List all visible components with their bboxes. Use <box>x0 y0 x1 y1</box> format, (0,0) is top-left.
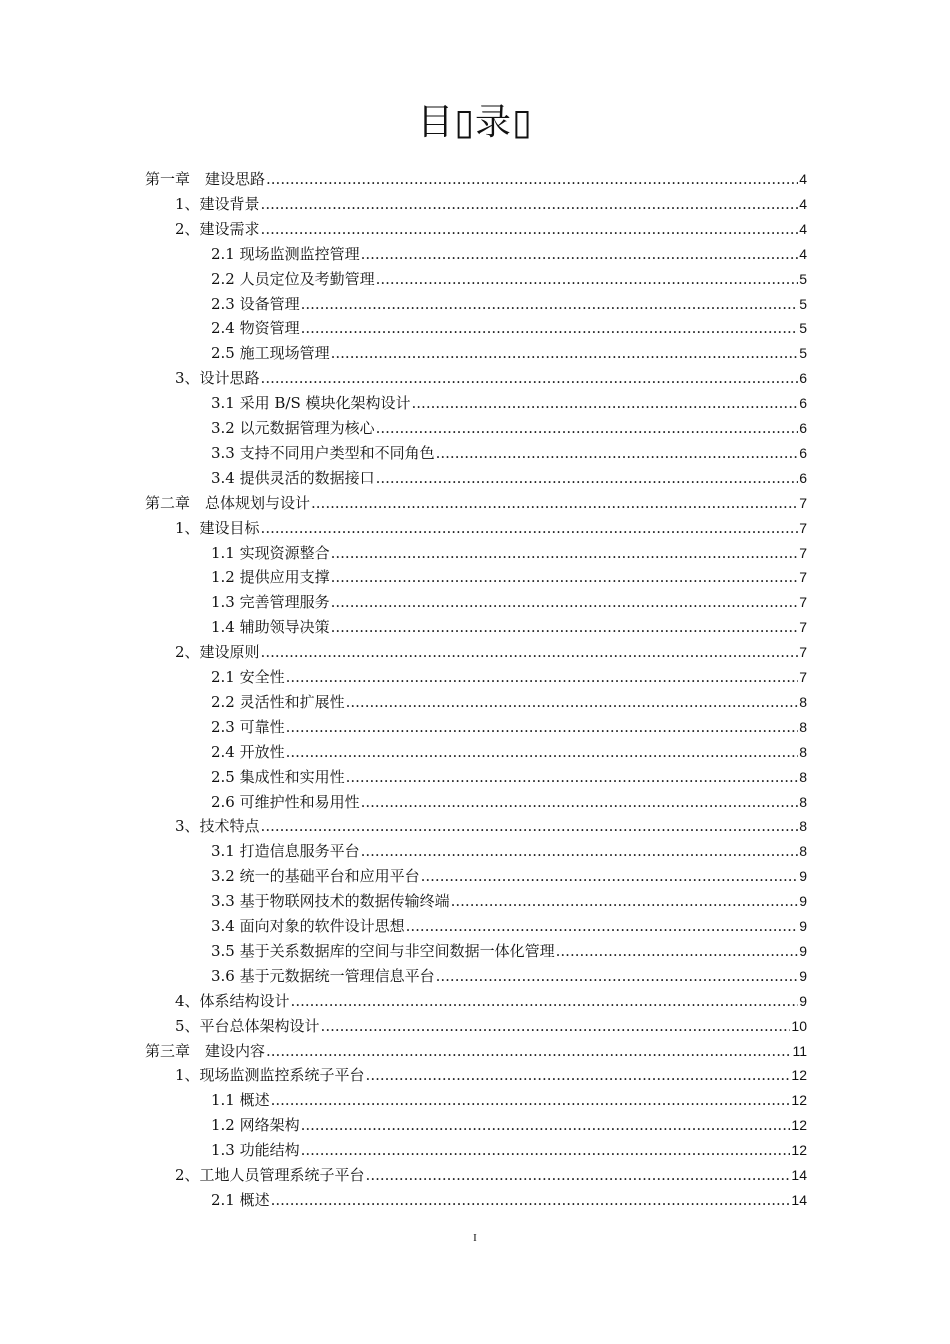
toc-entry[interactable] <box>211 441 807 463</box>
toc-entry-label: 1.1 概述 <box>211 1091 270 1110</box>
toc-entry-page-number: 7 <box>799 669 807 685</box>
toc-entry[interactable] <box>175 1014 807 1036</box>
toc-entry-label: 2.3 设备管理 <box>211 294 300 313</box>
toc-dot-leader <box>376 269 799 289</box>
toc-entry-page-number: 9 <box>799 918 807 934</box>
toc-entry-page-number: 9 <box>799 868 807 885</box>
toc-entry-label: 2、建设需求 <box>175 219 260 238</box>
toc-entry[interactable] <box>211 914 807 936</box>
toc-entry-page-number: 4 <box>799 171 807 187</box>
toc-dot-leader <box>361 792 799 812</box>
toc-entry-page-number: 4 <box>799 195 807 212</box>
toc-entry-page-number: 12 <box>791 1142 807 1159</box>
toc-dot-leader <box>301 294 799 314</box>
toc-dot-leader <box>366 1065 791 1085</box>
toc-dot-leader <box>261 368 799 388</box>
toc-dot-leader <box>286 667 799 687</box>
toc-entry-label: 2.1 安全性 <box>211 668 285 686</box>
toc-dot-leader <box>261 194 799 214</box>
toc-dot-leader <box>261 518 799 538</box>
toc-entry-page-number: 5 <box>799 320 807 337</box>
toc-entry-page-number: 14 <box>791 1191 807 1208</box>
toc-dot-leader <box>266 1041 791 1061</box>
toc-dot-leader <box>271 1090 791 1110</box>
toc-entry[interactable] <box>211 242 807 264</box>
toc-entry-page-number: 7 <box>799 594 807 611</box>
toc-entry-label: 1、建设目标 <box>175 518 260 537</box>
toc-entry[interactable] <box>211 939 807 961</box>
toc-dot-leader <box>286 717 799 737</box>
toc-entry[interactable] <box>211 889 807 911</box>
toc-entry[interactable] <box>211 466 807 488</box>
toc-entry[interactable] <box>211 665 807 687</box>
toc-entry[interactable] <box>211 615 807 637</box>
toc-entry-page-number: 5 <box>799 345 807 362</box>
toc-entry-page-number: 10 <box>791 1017 807 1034</box>
toc-entry-label: 2.5 施工现场管理 <box>211 344 330 363</box>
toc-entry[interactable] <box>145 1039 807 1061</box>
toc-entry[interactable] <box>211 391 807 413</box>
toc-entry-page-number: 8 <box>799 768 807 785</box>
toc-entry[interactable] <box>211 790 807 812</box>
toc-entry[interactable] <box>211 541 807 563</box>
toc-entry-page-number: 7 <box>799 519 807 536</box>
toc-entry[interactable] <box>211 1188 807 1210</box>
toc-dot-leader <box>271 1190 791 1210</box>
toc-entry[interactable] <box>211 864 807 886</box>
toc-entry[interactable] <box>211 740 807 762</box>
toc-entry[interactable] <box>175 1063 807 1085</box>
toc-dot-leader <box>421 866 799 886</box>
toc-dot-leader <box>436 443 799 463</box>
toc-entry-label: 3.2 以元数据管理为核心 <box>211 419 375 437</box>
toc-entry-label: 3、设计思路 <box>175 369 260 388</box>
toc-dot-leader <box>331 543 799 563</box>
toc-entry[interactable] <box>211 565 807 587</box>
toc-entry[interactable] <box>211 839 807 861</box>
toc-entry-label: 1.4 辅助领导决策 <box>211 618 330 637</box>
toc-entry[interactable] <box>211 1138 807 1160</box>
toc-dot-leader <box>556 941 799 961</box>
toc-dot-leader <box>406 916 799 936</box>
toc-entry-page-number: 8 <box>799 693 807 710</box>
toc-entry-label: 第三章 建设内容 <box>145 1041 266 1060</box>
toc-entry-label: 3.5 基于关系数据库的空间与非空间数据一体化管理 <box>211 941 555 960</box>
toc-entry[interactable] <box>211 416 807 438</box>
toc-entry-page-number: 7 <box>799 644 807 661</box>
toc-entry-label: 第二章 总体规划与设计 <box>145 493 311 512</box>
toc-dot-leader <box>376 468 799 488</box>
toc-entry-page-number: 6 <box>799 420 807 436</box>
toc-entry-page-number: 12 <box>791 1117 807 1134</box>
toc-dot-leader <box>286 742 799 762</box>
toc-dot-leader <box>361 244 799 264</box>
toc-dot-leader <box>331 592 799 612</box>
toc-entry-page-number: 6 <box>799 370 807 387</box>
toc-entry[interactable] <box>175 814 807 836</box>
toc-entry[interactable] <box>211 690 807 712</box>
toc-entry-label: 2.6 可维护性和易用性 <box>211 792 360 811</box>
toc-entry-page-number: 12 <box>791 1092 807 1109</box>
toc-entry-page-number: 6 <box>799 444 807 461</box>
toc-entry-page-number: 7 <box>799 569 807 586</box>
toc-entry[interactable] <box>175 192 807 214</box>
toc-entry[interactable] <box>175 640 807 662</box>
toc-entry-label: 3.6 基于元数据统一管理信息平台 <box>211 966 435 985</box>
toc-entry[interactable] <box>211 292 807 314</box>
page-title: 目▯录▯ <box>417 102 533 143</box>
toc-entry-label: 4、体系结构设计 <box>175 991 290 1010</box>
toc-entry-label: 5、平台总体架构设计 <box>175 1016 320 1035</box>
toc-entry-page-number: 8 <box>799 743 807 760</box>
toc-dot-leader <box>436 966 799 986</box>
toc-entry-page-number: 9 <box>799 992 807 1009</box>
toc-dot-leader <box>366 1165 791 1185</box>
toc-entry[interactable] <box>175 989 807 1011</box>
toc-entry-label: 1.3 功能结构 <box>211 1141 300 1160</box>
toc-entry-label: 1、现场监测监控系统子平台 <box>175 1066 365 1085</box>
toc-entry-label: 1、建设背景 <box>175 194 260 213</box>
toc-entry-page-number: 12 <box>791 1067 807 1084</box>
toc-entry-label: 3.1 打造信息服务平台 <box>211 842 360 861</box>
toc-entry-page-number: 7 <box>799 619 807 636</box>
toc-entry[interactable] <box>175 1163 807 1185</box>
toc-entry-page-number: 7 <box>799 494 807 511</box>
toc-entry[interactable] <box>211 715 807 737</box>
toc-entry[interactable] <box>211 316 807 338</box>
toc-dot-leader <box>301 318 799 338</box>
toc-entry-page-number: 11 <box>792 1042 807 1059</box>
toc-entry[interactable] <box>145 167 807 189</box>
toc-entry-label: 2、工地人员管理系统子平台 <box>175 1166 365 1184</box>
toc-entry[interactable] <box>145 491 807 513</box>
toc-entry[interactable] <box>211 765 807 787</box>
toc-entry-label: 1.1 实现资源整合 <box>211 543 330 562</box>
toc-entry-page-number: 6 <box>799 469 807 486</box>
toc-entry-page-number: 8 <box>799 843 807 860</box>
toc-dot-leader <box>261 816 799 836</box>
toc-entry-label: 2.5 集成性和实用性 <box>211 767 345 786</box>
toc-entry-page-number: 6 <box>799 395 807 412</box>
toc-entry-label: 2.4 物资管理 <box>211 319 300 338</box>
toc-entry[interactable] <box>175 516 807 538</box>
toc-dot-leader <box>346 767 799 787</box>
toc-entry-label: 3.4 面向对象的软件设计思想 <box>211 917 405 935</box>
toc-dot-leader <box>311 493 798 513</box>
toc-entry-label: 2.3 可靠性 <box>211 717 285 736</box>
toc-entry-page-number: 8 <box>799 793 807 810</box>
toc-entry[interactable] <box>211 341 807 363</box>
toc-dot-leader <box>331 567 799 587</box>
toc-entry-label: 2.1 现场监测监控管理 <box>211 244 360 263</box>
toc-entry[interactable] <box>175 366 807 388</box>
toc-entry-label: 3.1 采用 B/S 模块化架构设计 <box>211 394 411 413</box>
toc-entry-label: 3.2 统一的基础平台和应用平台 <box>211 867 420 886</box>
toc-dot-leader <box>361 841 799 861</box>
toc-entry-page-number: 4 <box>799 245 807 262</box>
toc-entry-label: 2.2 人员定位及考勤管理 <box>211 269 375 288</box>
toc-entry-page-number: 9 <box>799 967 807 984</box>
toc-entry[interactable] <box>211 964 807 986</box>
toc-dot-leader <box>412 393 799 413</box>
toc-entry[interactable] <box>175 217 807 239</box>
toc-entry-label: 3.3 支持不同用户类型和不同角色 <box>211 443 435 462</box>
toc-dot-leader <box>331 343 799 363</box>
toc-entry-label: 1.3 完善管理服务 <box>211 593 330 612</box>
toc-dot-leader <box>301 1140 791 1160</box>
toc-entry[interactable] <box>211 1088 807 1110</box>
toc-entry-label: 2.2 灵活性和扩展性 <box>211 692 345 711</box>
toc-entry-page-number: 5 <box>799 295 807 312</box>
toc-entry-page-number: 9 <box>799 942 807 959</box>
toc-dot-leader <box>291 991 799 1011</box>
toc-entry-page-number: 4 <box>799 220 807 237</box>
toc-dot-leader <box>451 891 799 911</box>
toc-entry-page-number: 7 <box>799 544 807 561</box>
toc-entry-page-number: 8 <box>799 718 807 735</box>
toc-dot-leader <box>261 219 799 239</box>
page-number: I <box>473 1232 477 1244</box>
toc-dot-leader <box>261 642 799 662</box>
toc-dot-leader <box>266 169 798 189</box>
toc-dot-leader <box>346 692 799 712</box>
toc-dot-leader <box>321 1016 791 1036</box>
toc-entry[interactable] <box>211 590 807 612</box>
toc-entry-page-number: 14 <box>791 1167 807 1183</box>
toc-entry-page-number: 8 <box>799 818 807 835</box>
toc-dot-leader <box>331 617 799 637</box>
toc-entry[interactable] <box>211 1113 807 1135</box>
toc-entry-label: 2、建设原则 <box>175 643 260 662</box>
toc-entry-label: 1.2 提供应用支撑 <box>211 568 330 587</box>
toc-entry-label: 1.2 网络架构 <box>211 1116 300 1135</box>
toc-entry-label: 3、技术特点 <box>175 817 260 836</box>
toc-dot-leader <box>301 1115 791 1135</box>
toc-entry[interactable] <box>211 267 807 289</box>
toc-entry-label: 3.4 提供灵活的数据接口 <box>211 468 375 487</box>
toc-entry-label: 3.3 基于物联网技术的数据传输终端 <box>211 892 450 911</box>
toc-entry-label: 第一章 建设思路 <box>145 170 266 188</box>
toc-entry-page-number: 5 <box>799 270 807 287</box>
toc-entry-page-number: 9 <box>799 893 807 910</box>
toc-dot-leader <box>376 418 799 438</box>
toc-entry-label: 2.1 概述 <box>211 1190 270 1209</box>
toc-entry-label: 2.4 开放性 <box>211 742 285 761</box>
